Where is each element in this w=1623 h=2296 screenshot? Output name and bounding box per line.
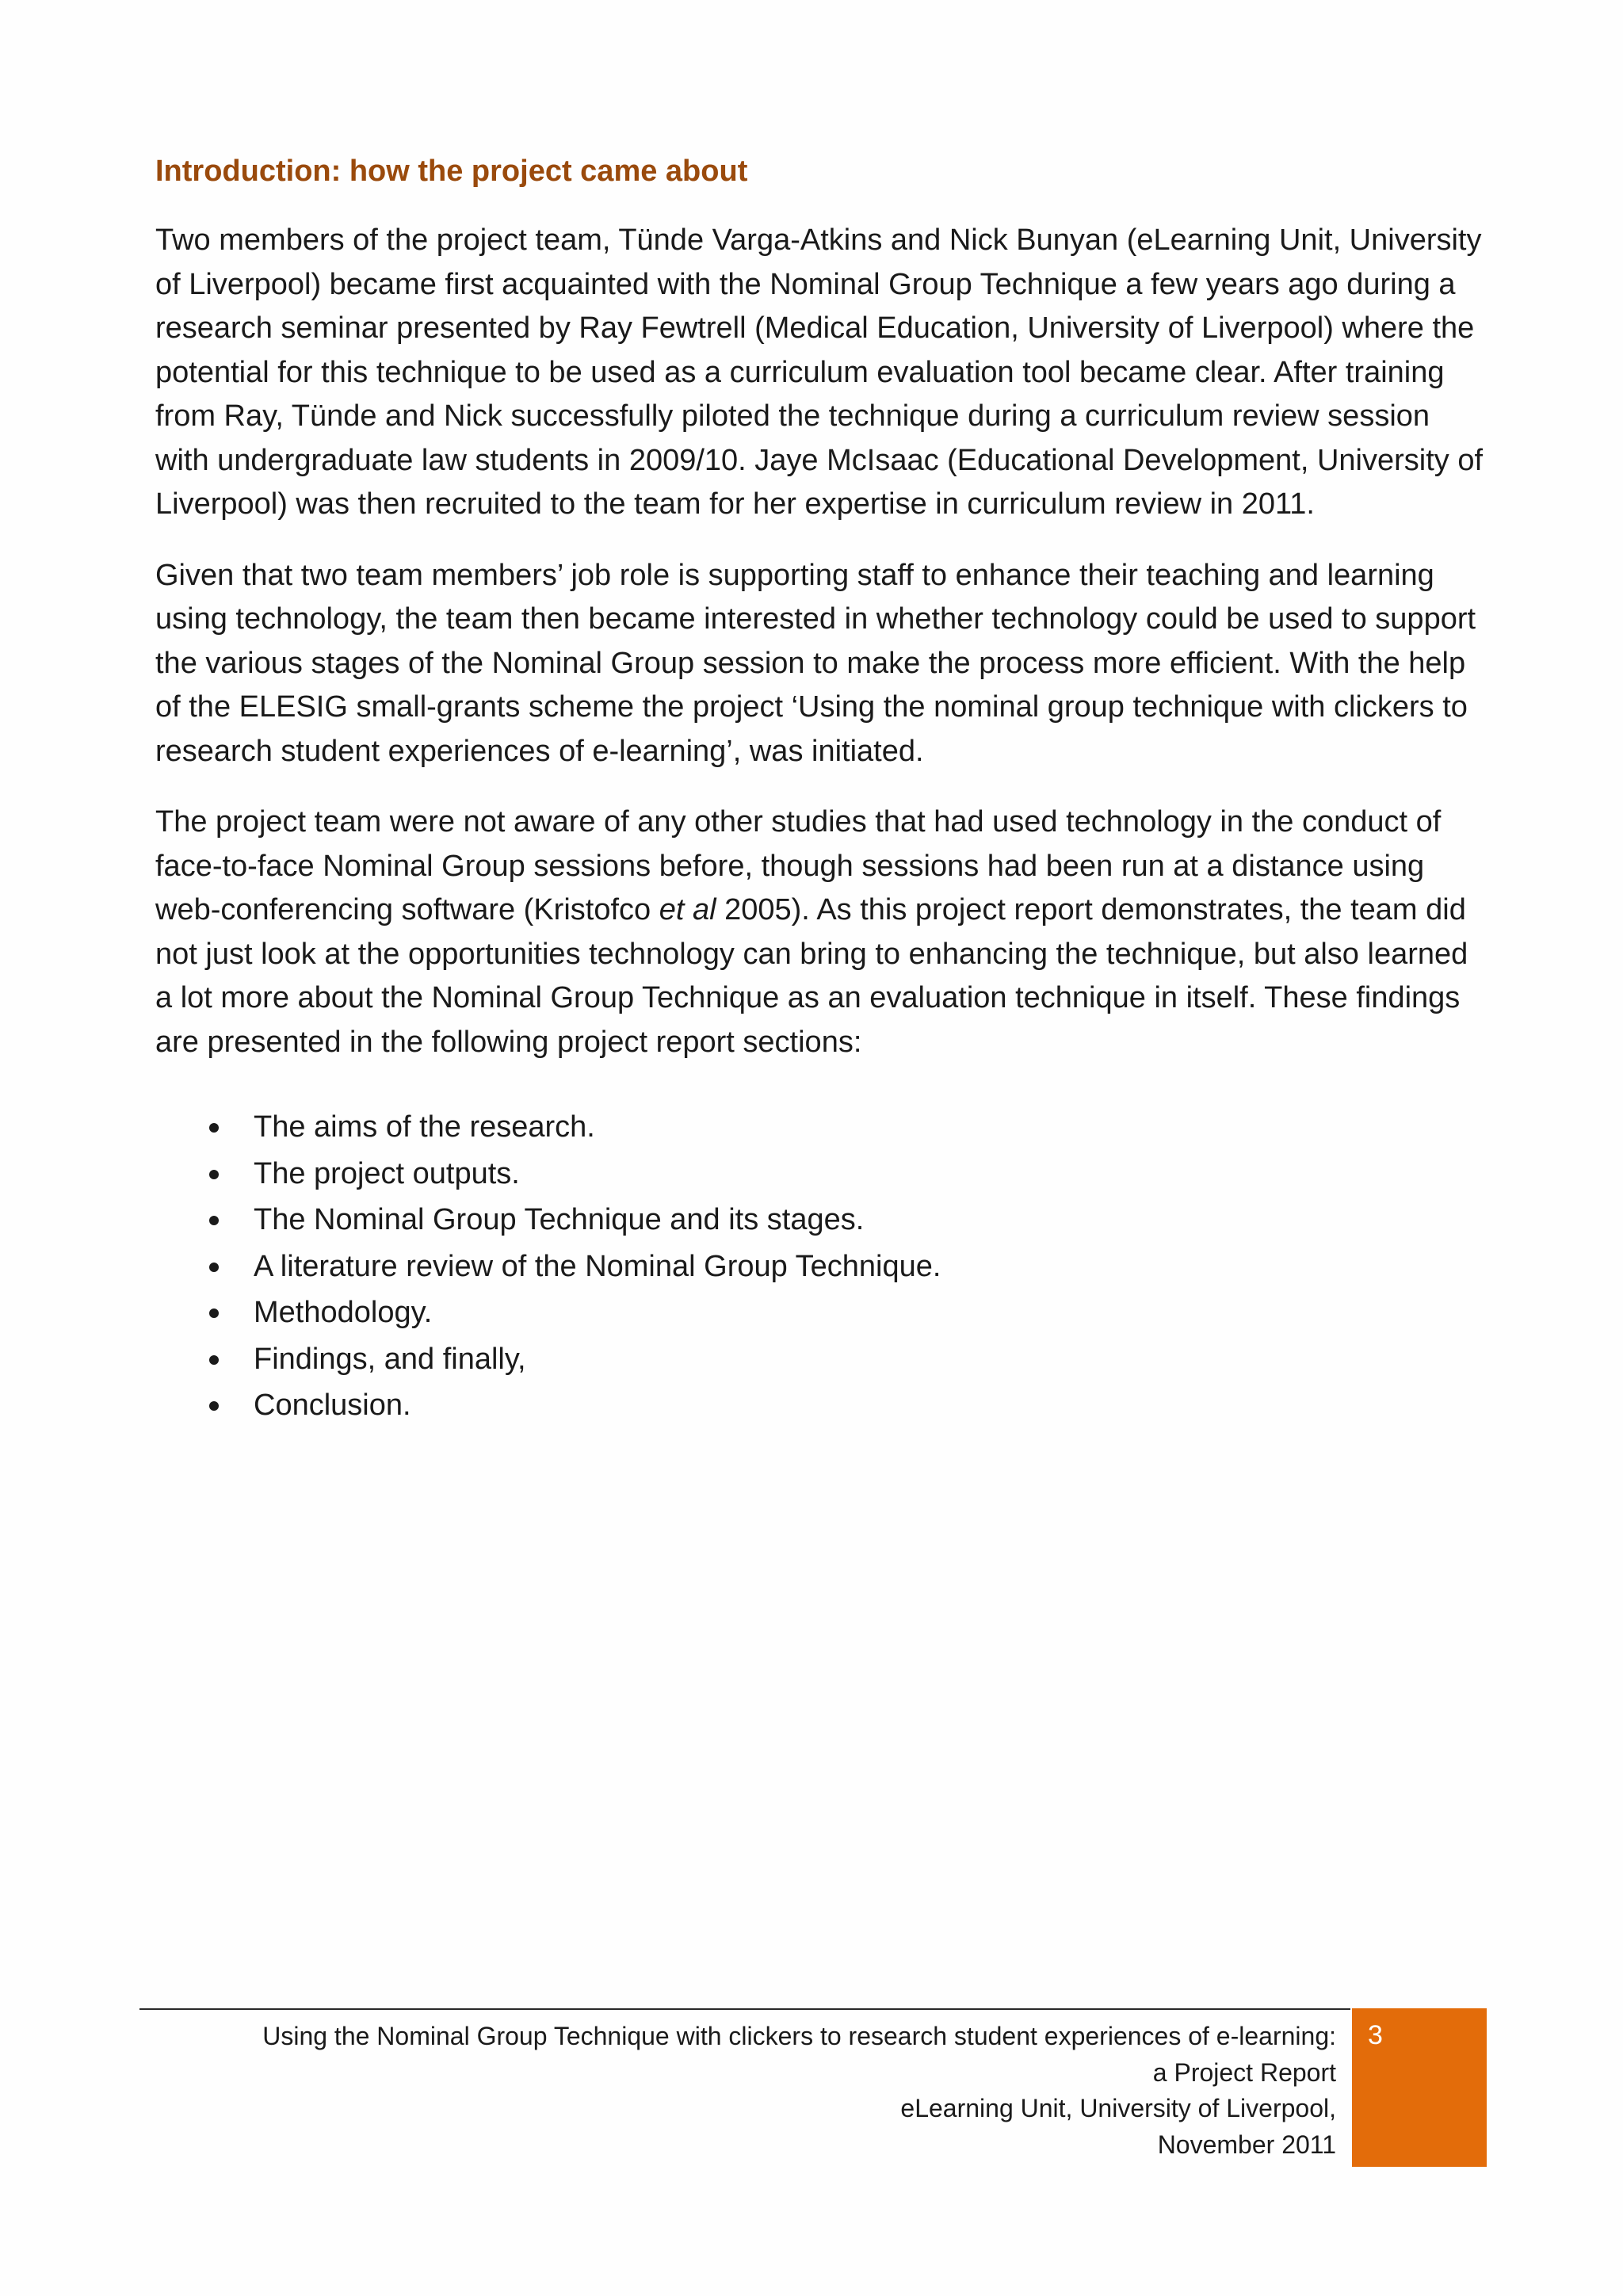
list-item: [155, 1382, 1487, 1429]
list-item: [155, 1244, 1487, 1290]
list-item: [155, 1289, 1487, 1336]
paragraph-3-text-end: 2005). As this project report demonstrates, the team did not just look at the opportunities technology can bring to enhancing the technique, but also learned a lot more about the Nominal Group Technique as an evaluation technique in itself. These findings are presented in the following project report sections:: [155, 893, 1468, 1059]
report-sections-list: [155, 1104, 1487, 1429]
footer-report-title: Using the Nominal Group Technique with clickers to research student experiences of e-learning:: [262, 2022, 1336, 2050]
list-item: [155, 1336, 1487, 1383]
footer-divider: [139, 2008, 1350, 2010]
page-content: [155, 151, 1487, 1429]
list-item: [155, 1197, 1487, 1244]
paragraph-3-italic: et al: [659, 893, 716, 926]
paragraph-2: Given that two team members’ job role is supporting staff to enhance their teaching and learning using technology, the team then became interested in whether technology could be used to support the various stages of the Nominal Group session to make the process more efficient. With the help of the ELESIG small-grants scheme the project ‘Using the nominal group technique with clickers to research student experiences of e-learning’, was initiated.: [155, 558, 1476, 768]
bullet-icon: [209, 1123, 219, 1133]
list-item-text: The aims of the research.: [254, 1110, 595, 1144]
footer-date: November 2011: [1157, 2130, 1336, 2159]
list-item: [155, 1151, 1487, 1198]
paragraph-1: Two members of the project team, Tünde Varga-Atkins and Nick Bunyan (eLearning Unit, University of Liverpool) became first acquainted with the Nominal Group Technique a few years ago during a research seminar presented by Ray Fewtrell (Medical Education, University of Liverpool) where the potential for this technique to be used as a curriculum evaluation tool became clear. After training from Ray, Tünde and Nick successfully piloted the technique during a curriculum review session with undergraduate law students in 2009/10. Jaye McIsaac (Educational Development, University of Liverpool) was then recruited to the team for her expertise in curriculum review in 2011.: [155, 223, 1484, 521]
paragraph-3: [155, 800, 1487, 1064]
footer-organisation: eLearning Unit, University of Liverpool,: [900, 2094, 1336, 2122]
bullet-icon: [209, 1263, 219, 1272]
page-number: 3: [1368, 2020, 1383, 2050]
footer: [158, 2019, 1336, 2163]
list-item-text: The project outputs.: [254, 1156, 520, 1190]
list-item-text: Conclusion.: [254, 1389, 411, 1422]
bullet-icon: [209, 1401, 219, 1411]
list-item-text: A literature review of the Nominal Group Technique.: [254, 1249, 941, 1283]
list-item-text: Findings, and finally,: [254, 1342, 526, 1376]
bullet-icon: [209, 1355, 219, 1365]
bullet-icon: [209, 1308, 219, 1318]
list-item-text: Methodology.: [254, 1296, 433, 1329]
page-number-box: [1352, 2008, 1487, 2167]
bullet-icon: [209, 1170, 219, 1179]
footer-report-subtitle: a Project Report: [1152, 2057, 1336, 2087]
section-heading: Introduction: how the project came about: [155, 155, 748, 188]
bullet-icon: [209, 1216, 219, 1225]
list-item: [155, 1104, 1487, 1151]
list-item-text: The Nominal Group Technique and its stages.: [254, 1203, 865, 1236]
paragraph-3-text-start: The project team were not aware of any other studies that had used technology in the conduct of face-to-face Nominal Group sessions before, though sessions had been run at a distance using web-conferencing software (Kristofco: [155, 805, 1442, 926]
